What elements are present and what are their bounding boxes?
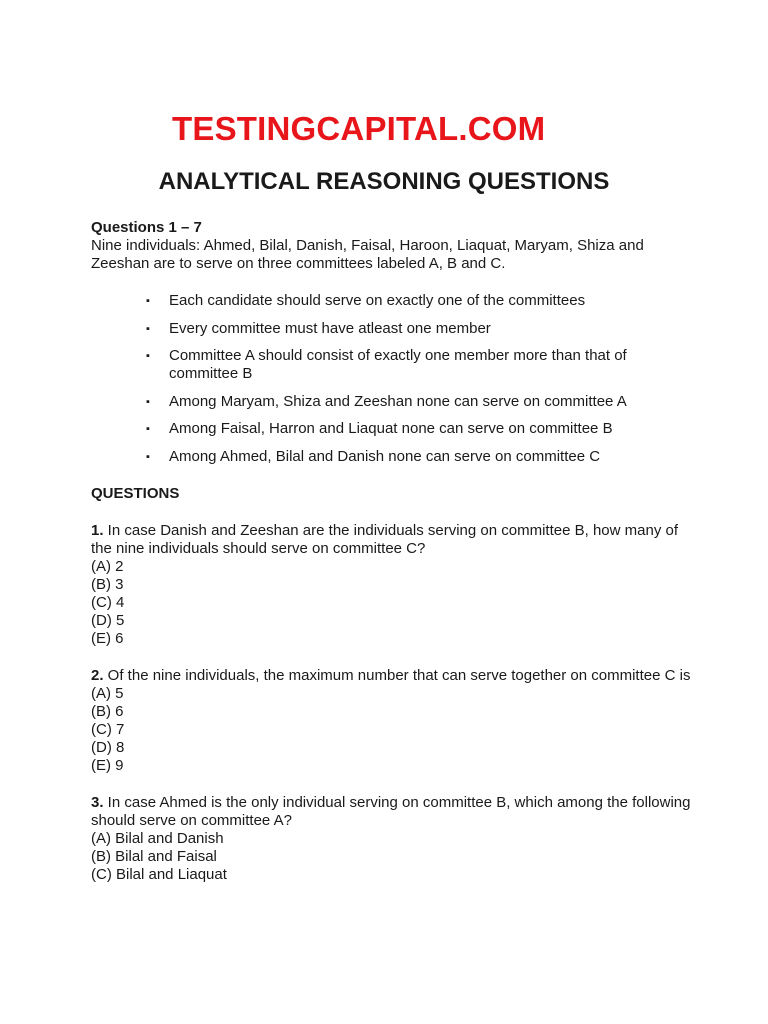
question-2: [91, 667, 691, 775]
answer-option: (D) 8: [91, 738, 125, 756]
answer-option: (B) 3: [91, 575, 124, 593]
answer-option: (A) 5: [91, 684, 124, 702]
rule-text: Each candidate should serve on exactly one of the committees: [169, 292, 586, 309]
answer-option: (B) 6: [91, 702, 124, 720]
answer-option: (E) 9: [91, 756, 124, 774]
questions-label: QUESTIONS: [91, 484, 180, 502]
answer-option: (C) 7: [91, 720, 125, 738]
rule-text: Among Maryam, Shiza and Zeeshan none can serve on committee A: [169, 392, 627, 410]
bullet-icon: ▪: [146, 450, 150, 463]
document-title: ANALYTICAL REASONING QUESTIONS: [158, 168, 610, 195]
rule-text: Among Faisal, Harron and Liaquat none can serve on committee B: [169, 420, 613, 437]
question-number: 2.: [91, 666, 104, 684]
question-number: 3.: [91, 793, 104, 811]
rule-item: [91, 448, 691, 466]
section-heading: Questions 1 – 7: [91, 219, 202, 236]
answer-option: (C) Bilal and Liaquat: [91, 865, 227, 883]
question-1: [91, 522, 691, 648]
rule-item: [91, 420, 691, 438]
answer-option: (E) 6: [91, 629, 124, 647]
rule-item: [91, 292, 691, 310]
answer-option: (C) 4: [91, 593, 125, 611]
rule-item: [91, 347, 691, 383]
question-text: In case Danish and Zeeshan are the individuals serving on committee B, how many of the nine individuals should serve on committee C?: [91, 521, 678, 557]
bullet-icon: ▪: [146, 322, 150, 335]
question-number: 1.: [91, 521, 104, 539]
answer-option: (A) 2: [91, 557, 124, 575]
site-title: TESTINGCAPITAL.COM: [172, 110, 546, 147]
answer-option: (B) Bilal and Faisal: [91, 847, 217, 865]
bullet-icon: ▪: [146, 350, 150, 362]
bullet-icon: ▪: [146, 395, 150, 408]
bullet-icon: ▪: [146, 423, 150, 435]
answer-option: (D) 5: [91, 611, 125, 629]
rules-list: [91, 292, 691, 466]
question-text: In case Ahmed is the only individual serving on committee B, which among the following should serve on committee A?: [91, 793, 691, 829]
rule-text: Committee A should consist of exactly one member more than that of committee B: [169, 347, 627, 382]
rule-item: [91, 393, 691, 411]
question-text: Of the nine individuals, the maximum number that can serve together on committee C is: [103, 666, 691, 684]
bullet-icon: ▪: [146, 295, 150, 307]
answer-option: (A) Bilal and Danish: [91, 829, 224, 847]
rule-text: Among Ahmed, Bilal and Danish none can serve on committee C: [169, 447, 601, 465]
document-body: [91, 219, 691, 884]
section-intro: Nine individuals: Ahmed, Bilal, Danish, Faisal, Haroon, Liaquat, Maryam, Shiza and Zeeshan are to serve on three committees labeled A, B and C.: [91, 237, 644, 272]
question-3: [91, 794, 691, 884]
rule-item: [91, 320, 691, 338]
rule-text: Every committee must have atleast one member: [169, 319, 491, 337]
